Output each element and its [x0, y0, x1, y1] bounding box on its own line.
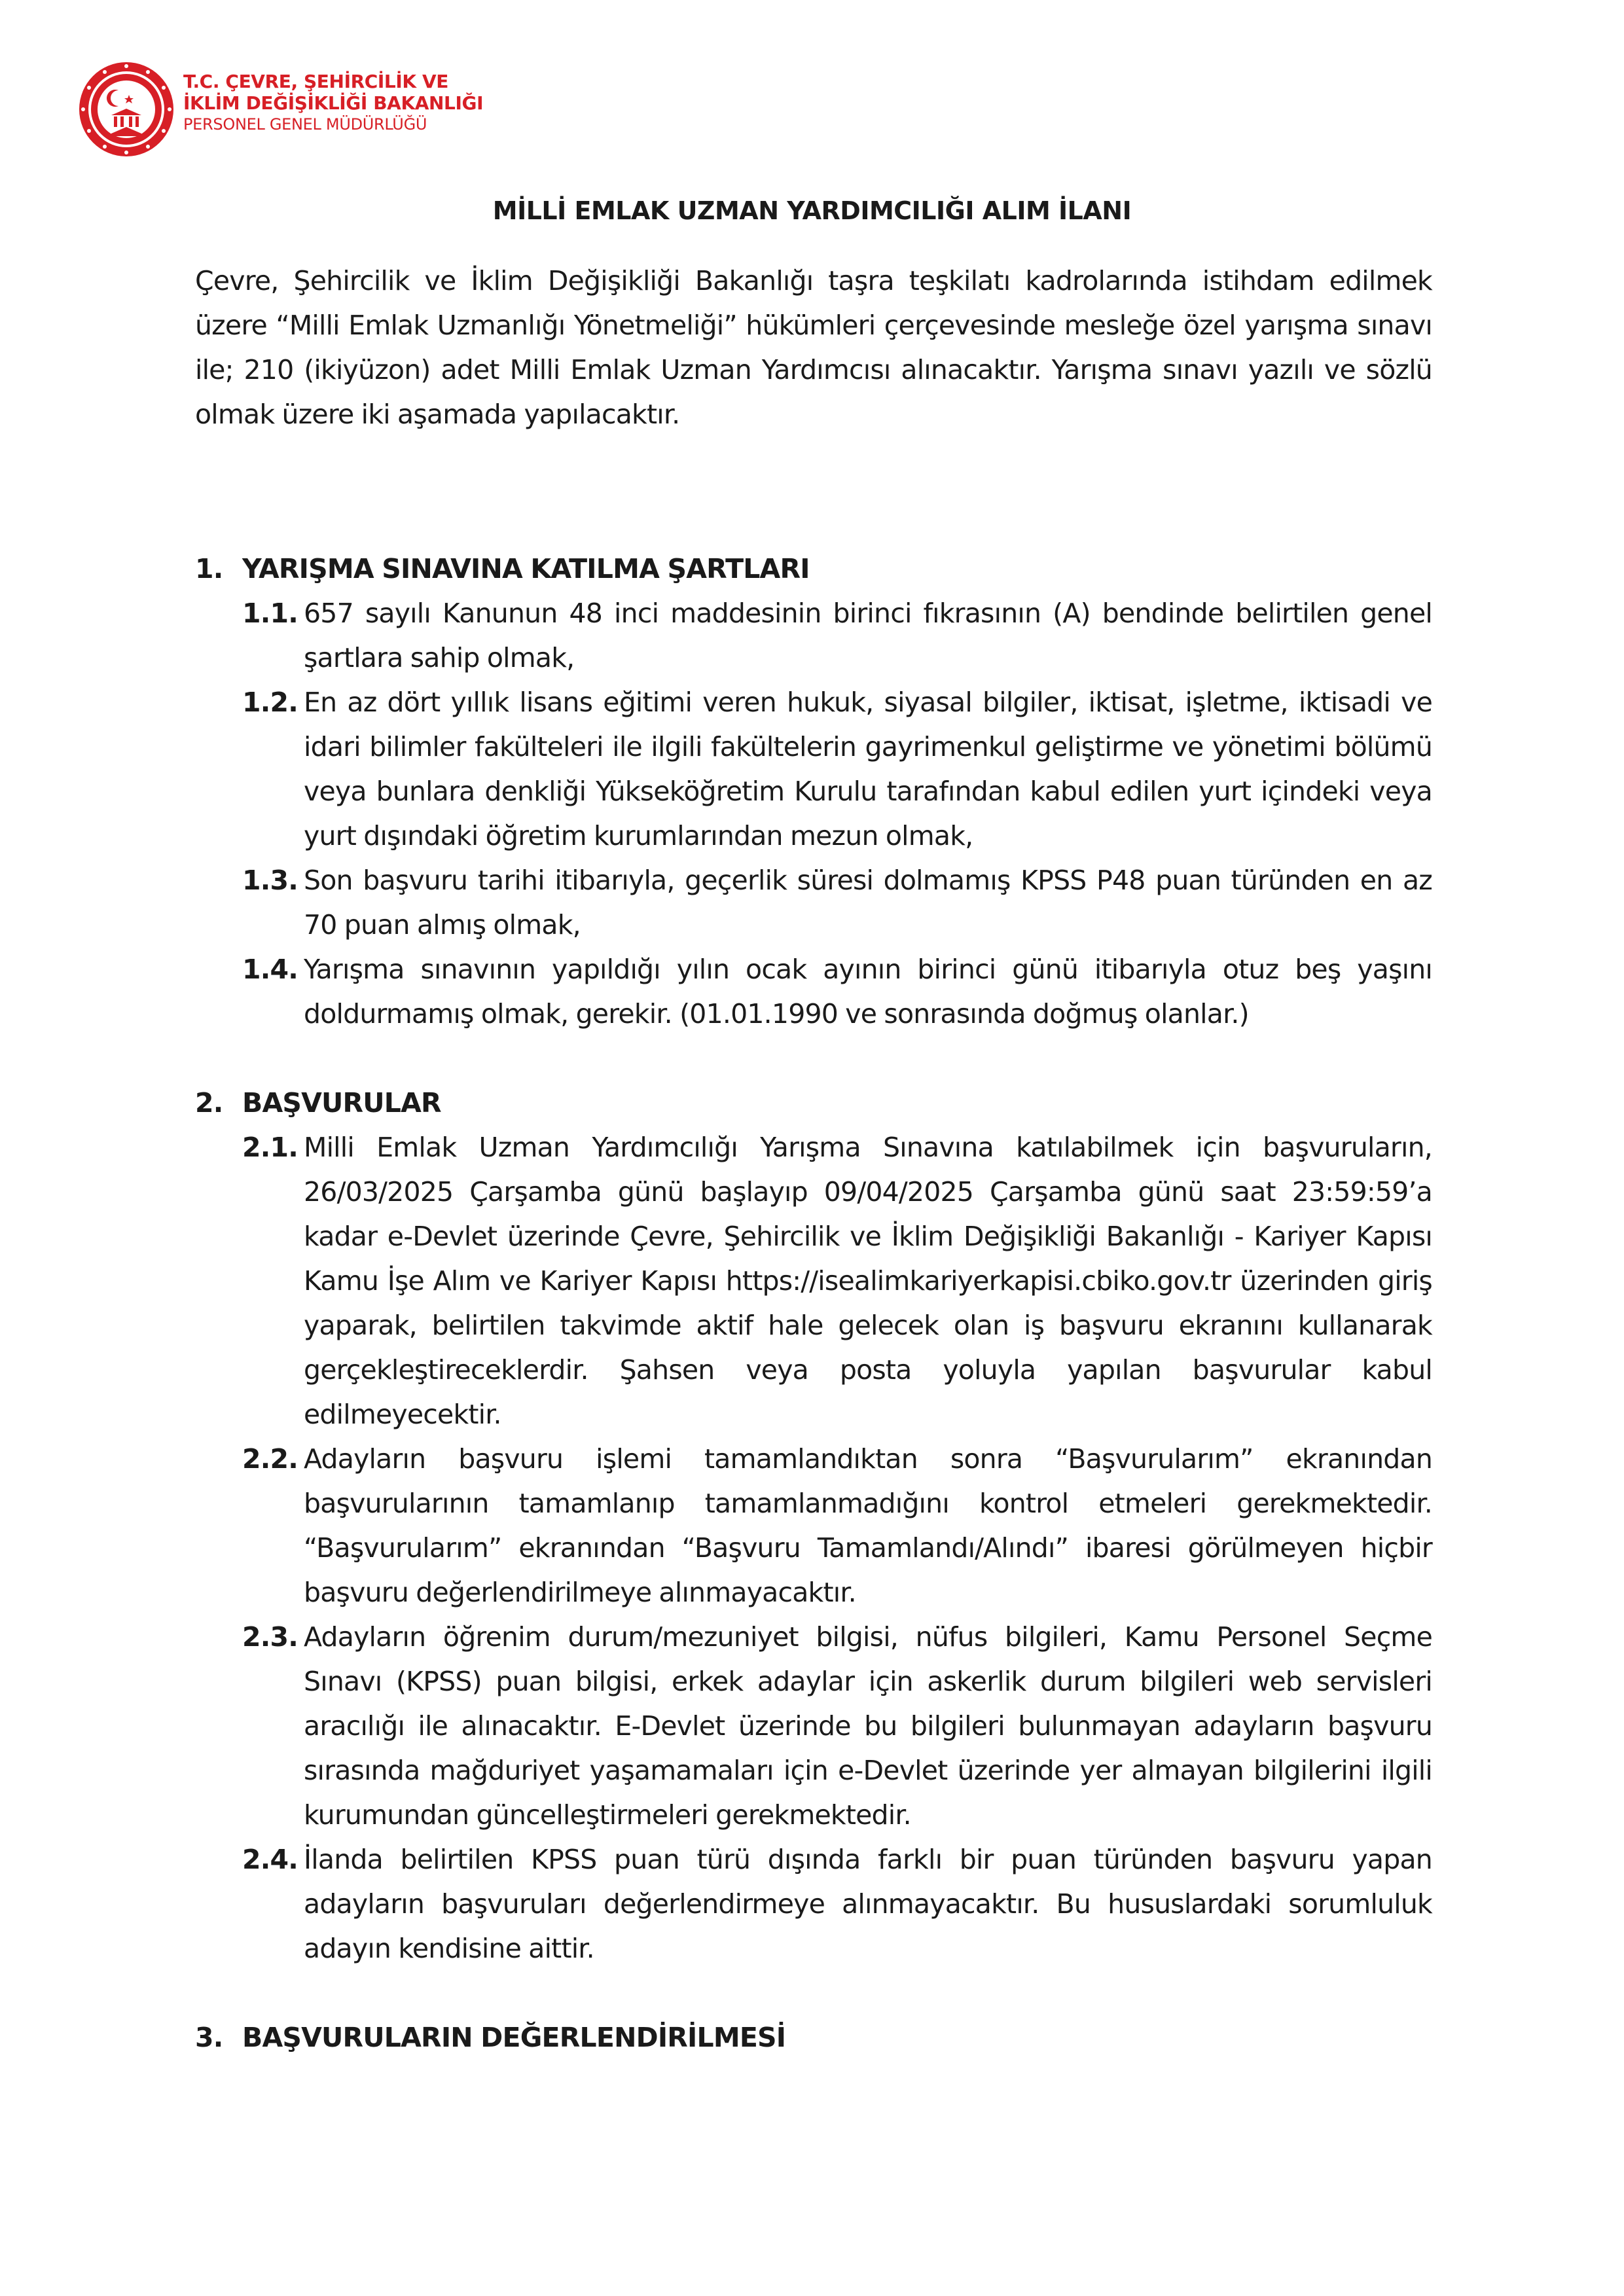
section-number: 1. — [195, 553, 223, 584]
item-number: 2.3. — [242, 1621, 298, 1653]
list-item — [195, 1125, 1432, 1437]
list-item — [195, 1837, 1432, 1971]
list-item — [195, 1437, 1432, 1615]
item-number: 1.2. — [242, 687, 298, 718]
list-item — [195, 680, 1432, 858]
section-number: 2. — [195, 1087, 223, 1119]
department-name: PERSONEL GENEL MÜDÜRLÜĞÜ — [183, 115, 427, 134]
ministry-logo — [77, 60, 484, 134]
section-applications — [195, 1081, 1432, 1971]
item-number: 1.4. — [242, 954, 298, 985]
item-text: 657 sayılı Kanunun 48 inci maddesinin birinci fıkrasının (A) bendinde belirtilen genel şartlara sahip olmak, — [304, 598, 1432, 673]
item-text: Son başvuru tarihi itibarıyla, geçerlik süresi dolmamış KPSS P48 puan türünden en az 70 puan almış olmak, — [304, 865, 1432, 941]
item-text: Adayların öğrenim durum/mezuniyet bilgisi, nüfus bilgileri, Kamu Personel Seçme Sınavı (KPSS) puan bilgisi, erkek adaylar için askerlik durum bilgileri web servisleri aracılığı ile alınacaktır. E-Devlet üzerinde bu bilgileri bulunmayan adayların başvuru sırasında mağduriyet yaşamamaları için e-Devlet üzerinde yer almayan bilgilerini ilgili kurumundan güncelleştirmeleri gerekmektedir. — [304, 1621, 1432, 1831]
item-text: Adayların başvuru işlemi tamamlandıktan sonra “Başvurularım” ekranından başvurularının tamamlanıp tamamlanmadığını kontrol etmeleri gerekmektedir. “Başvurularım” ekranından “Başvuru Tamamlandı/Alındı” ibaresi görülmeyen hiçbir başvuru değerlendirilmeye alınmayacaktır. — [304, 1443, 1432, 1608]
list-item — [195, 858, 1432, 947]
section-title: BAŞVURULARIN DEĞERLENDİRİLMESİ — [242, 2022, 786, 2053]
item-number: 2.4. — [242, 1844, 298, 1875]
section-evaluation — [195, 2015, 1432, 2060]
section-title: YARIŞMA SINAVINA KATILMA ŞARTLARI — [242, 553, 810, 584]
section-number: 3. — [195, 2022, 223, 2053]
item-number: 2.1. — [242, 1132, 298, 1163]
item-text: Yarışma sınavının yapıldığı yılın ocak ayının birinci günü itibarıyla otuz beş yaşını doldurmamış olmak, gerekir. (01.01.1990 ve sonrasında doğmuş olanlar.) — [304, 954, 1432, 1030]
document-title: MİLLİ EMLAK UZMAN YARDIMCILIĞI ALIM İLANI — [492, 196, 1132, 225]
item-number: 2.2. — [242, 1443, 298, 1475]
section-heading — [195, 1081, 1432, 1125]
item-number: 1.1. — [242, 598, 298, 629]
section-heading — [195, 2015, 1432, 2060]
ministry-name-line1: T.C. ÇEVRE, ŞEHİRCİLİK VE — [183, 71, 449, 92]
list-item — [195, 591, 1432, 680]
ministry-emblem-icon — [77, 60, 175, 158]
section-title: BAŞVURULAR — [242, 1087, 441, 1119]
ministry-name — [183, 71, 483, 135]
item-text: Milli Emlak Uzman Yardımcılığı Yarışma Sınavına katılabilmek için başvuruların, 26/03/2025 Çarşamba günü başlayıp 09/04/2025 Çarşamba günü saat 23:59:59’a kadar e-Devlet üzerinde Çevre, Şehircilik ve İklim Değişikliği Bakanlığı - Kariyer Kapısı Kamu İşe Alım ve Kariyer Kapısı https://isealimkariyerkapisi.cbiko.gov.tr üzerinden giriş yaparak, belirtilen takvimde aktif hale gelecek olan iş başvuru ekranını kullanarak gerçekleştireceklerdir. Şahsen veya posta yoluyla yapılan başvurular kabul edilmeyecektir. — [304, 1132, 1432, 1430]
list-item — [195, 1615, 1432, 1837]
list-item — [195, 947, 1432, 1036]
item-text: İlanda belirtilen KPSS puan türü dışında farklı bir puan türünden başvuru yapan adayların başvuruları değerlendirmeye alınmayacaktır. Bu hususlardaki sorumluluk adayın kendisine aittir. — [304, 1844, 1432, 1964]
ministry-name-line2: İKLİM DEĞİŞİKLİĞİ BAKANLIĞI — [183, 92, 484, 114]
intro-paragraph: Çevre, Şehircilik ve İklim Değişikliği Bakanlığı taşra teşkilatı kadrolarında istihdam edilmek üzere “Milli Emlak Uzmanlığı Yönetmeliği” hükümleri çerçevesinde mesleğe özel yarışma sınavı ile; 210 (ikiyüzon) adet Milli Emlak Uzman Yardımcısı alınacaktır. Yarışma sınavı yazılı ve sözlü olmak üzere iki aşamada yapılacaktır. — [195, 265, 1432, 430]
item-text: En az dört yıllık lisans eğitimi veren hukuk, siyasal bilgiler, iktisat, işletme, iktisadi ve idari bilimler fakülteleri ile ilgili fakültelerin gayrimenkul geliştirme ve yönetimi bölümü veya bunlara denkliği Yükseköğretim Kurulu tarafından kabul edilen yurt içindeki veya yurt dışındaki öğretim kurumlarından mezun olmak, — [304, 687, 1432, 852]
section-heading — [195, 547, 1432, 591]
document-body — [195, 259, 1432, 2060]
item-number: 1.3. — [242, 865, 298, 896]
section-eligibility — [195, 547, 1432, 1036]
